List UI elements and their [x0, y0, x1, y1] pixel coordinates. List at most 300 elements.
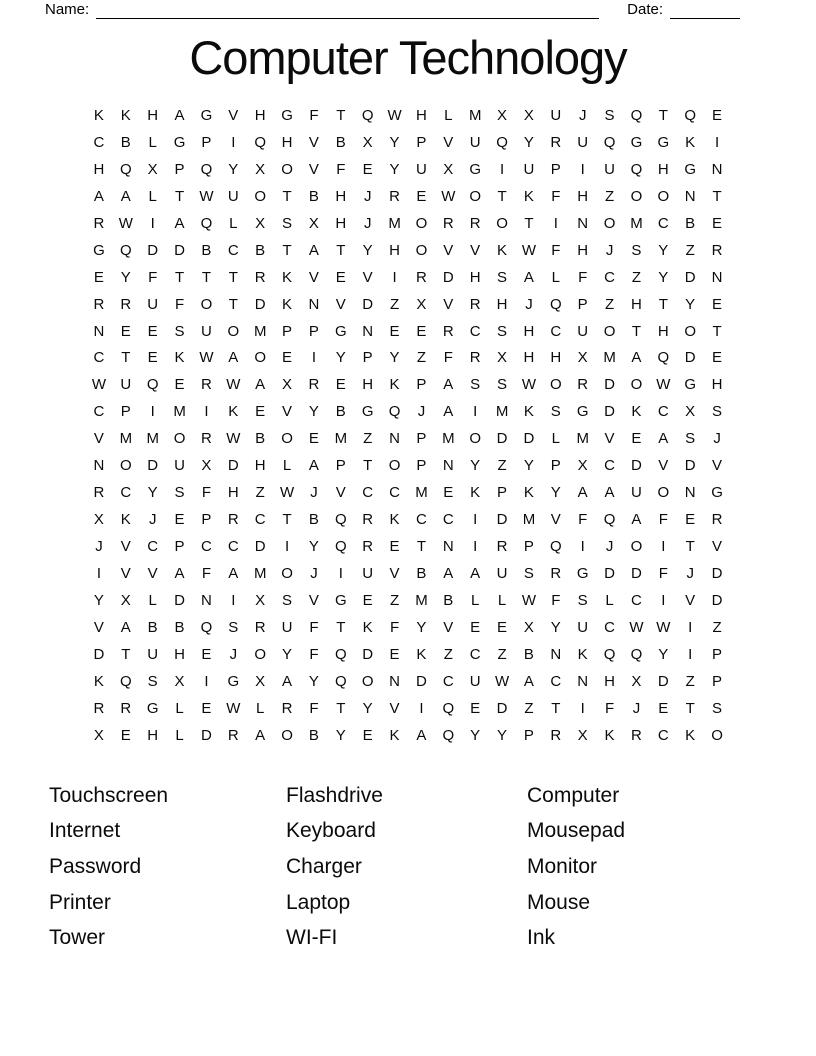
grid-letter: P — [201, 133, 212, 151]
grid-letter: O — [200, 295, 213, 313]
grid-letter: Y — [523, 457, 534, 475]
grid-letter: I — [580, 699, 585, 717]
grid-letter: Q — [684, 107, 697, 124]
grid-letter: T — [174, 187, 185, 205]
grid-letter: J — [148, 511, 157, 529]
grid-row — [86, 238, 731, 265]
grid-letter: A — [282, 672, 293, 690]
grid-letter: V — [443, 241, 454, 259]
grid-letter: Z — [389, 591, 400, 609]
grid-letter: I — [473, 511, 478, 529]
word-list-item: Charger — [286, 854, 362, 878]
grid-letter: N — [684, 484, 696, 502]
grid-letter: H — [227, 484, 239, 502]
grid-letter: K — [685, 133, 696, 151]
grid-row — [86, 426, 731, 453]
grid-row — [86, 669, 731, 696]
grid-letter: G — [684, 160, 697, 178]
grid-letter: H — [147, 726, 159, 744]
grid-letter: O — [657, 187, 670, 205]
grid-letter: X — [685, 403, 696, 421]
word-list-item: Printer — [49, 890, 111, 914]
grid-letter: C — [442, 672, 454, 690]
grid-letter: A — [228, 349, 239, 367]
grid-letter: J — [310, 564, 318, 582]
grid-letter: V — [308, 133, 319, 151]
grid-letter: L — [551, 268, 560, 286]
sheet-header — [0, 0, 816, 19]
grid-letter: Q — [549, 538, 562, 555]
grid-letter: I — [661, 591, 666, 609]
grid-letter: D — [496, 430, 508, 448]
grid-letter: V — [712, 457, 723, 475]
grid-letter: W — [387, 107, 402, 124]
grid-row — [86, 588, 731, 615]
grid-letter: Q — [334, 672, 347, 690]
grid-letter: N — [308, 295, 320, 313]
grid-letter: W — [91, 376, 107, 394]
grid-letter: L — [497, 591, 507, 609]
grid-letter: U — [120, 376, 132, 394]
grid-letter: V — [443, 133, 454, 151]
grid-letter: J — [605, 241, 614, 259]
grid-letter: X — [147, 160, 158, 178]
grid-letter: O — [657, 484, 670, 502]
grid-letter: H — [362, 376, 374, 394]
grid-letter: U — [469, 133, 481, 151]
grid-letter: O — [254, 187, 267, 205]
grid-letter: C — [389, 484, 400, 502]
grid-letter: E — [712, 295, 723, 313]
grid-row — [86, 399, 731, 426]
grid-letter: P — [335, 457, 346, 475]
grid-letter: A — [631, 349, 642, 367]
grid-letter: D — [362, 645, 374, 663]
grid-letter: D — [174, 591, 185, 609]
grid-letter: D — [684, 268, 696, 286]
grid-row — [86, 292, 731, 319]
grid-letter: J — [578, 107, 587, 124]
grid-letter: Y — [658, 268, 669, 286]
grid-letter: D — [604, 376, 615, 394]
grid-letter: W — [226, 430, 241, 448]
grid-row — [86, 561, 731, 588]
grid-letter: R — [254, 268, 266, 286]
grid-letter: W — [494, 672, 510, 690]
grid-letter: I — [580, 538, 585, 555]
grid-letter: K — [93, 107, 104, 124]
grid-letter: K — [93, 672, 104, 690]
grid-letter: R — [201, 430, 212, 448]
grid-letter: Y — [93, 591, 104, 609]
grid-letter: H — [550, 349, 562, 367]
grid-letter: T — [336, 107, 346, 124]
grid-letter: D — [711, 564, 723, 582]
grid-letter: P — [577, 295, 588, 313]
grid-letter: U — [523, 160, 535, 178]
grid-letter: Z — [604, 295, 615, 313]
grid-letter: I — [204, 403, 209, 421]
grid-letter: Q — [603, 645, 616, 663]
grid-letter: U — [577, 133, 589, 151]
grid-letter: K — [497, 241, 508, 259]
grid-letter: Q — [334, 645, 347, 663]
grid-letter: I — [96, 564, 102, 582]
grid-letter: V — [389, 564, 400, 582]
grid-letter: C — [227, 538, 239, 555]
grid-letter: E — [497, 618, 508, 636]
grid-letter: S — [497, 376, 508, 394]
grid-letter: P — [550, 160, 561, 178]
grid-letter: I — [688, 618, 693, 636]
grid-letter: R — [362, 511, 374, 529]
grid-letter: F — [201, 564, 212, 582]
grid-letter: C — [604, 457, 615, 475]
grid-letter: K — [523, 484, 534, 502]
grid-letter: T — [228, 268, 238, 286]
grid-letter: X — [443, 160, 454, 178]
grid-letter: I — [499, 160, 505, 178]
grid-letter: A — [416, 726, 427, 744]
grid-letter: I — [150, 214, 155, 232]
grid-letter: S — [228, 618, 239, 636]
grid-letter: F — [309, 618, 319, 636]
grid-letter: M — [253, 322, 267, 340]
grid-letter: Q — [442, 699, 455, 717]
grid-letter: Q — [603, 133, 616, 151]
grid-letter: E — [416, 322, 427, 340]
grid-letter: V — [228, 107, 239, 124]
grid-letter: N — [93, 457, 105, 475]
grid-letter: U — [201, 322, 212, 340]
grid-letter: U — [496, 564, 508, 582]
grid-letter: A — [174, 107, 185, 124]
grid-letter: X — [255, 214, 266, 232]
grid-letter: M — [603, 349, 616, 367]
grid-letter: I — [473, 403, 478, 421]
grid-letter: R — [416, 268, 427, 286]
grid-letter: B — [201, 241, 212, 259]
grid-letter: B — [308, 726, 319, 744]
grid-letter: Y — [335, 349, 346, 367]
grid-letter: K — [282, 295, 293, 313]
grid-letter: P — [201, 511, 212, 529]
grid-letter: E — [658, 699, 669, 717]
grid-letter: O — [415, 241, 428, 259]
grid-letter: E — [470, 618, 481, 636]
grid-letter: G — [361, 403, 374, 421]
word-list-item: Mousepad — [527, 819, 626, 843]
grid-letter: T — [712, 322, 722, 340]
grid-letter: Q — [657, 349, 670, 367]
grid-row — [86, 615, 731, 642]
grid-letter: L — [175, 699, 184, 717]
grid-letter: H — [711, 376, 723, 394]
grid-letter: V — [658, 457, 669, 475]
grid-letter: C — [550, 322, 562, 340]
grid-letter: R — [469, 295, 481, 313]
grid-row — [86, 480, 731, 507]
grid-letter: E — [335, 376, 346, 394]
grid-letter: F — [578, 268, 588, 286]
grid-letter: Q — [334, 538, 347, 555]
word-list-item: Monitor — [527, 854, 598, 878]
grid-letter: V — [308, 160, 319, 178]
grid-letter: T — [416, 538, 427, 555]
grid-letter: X — [577, 726, 588, 744]
grid-letter: L — [229, 214, 238, 232]
grid-letter: P — [416, 376, 427, 394]
grid-letter: F — [174, 295, 185, 313]
grid-letter: B — [255, 241, 266, 259]
grid-letter: Q — [146, 376, 159, 394]
word-list-item: Ink — [527, 926, 556, 950]
grid-letter: T — [174, 268, 185, 286]
grid-letter: E — [389, 538, 400, 555]
grid-letter: Y — [658, 241, 669, 259]
grid-letter: H — [389, 241, 400, 259]
grid-letter: V — [147, 564, 158, 582]
grid-letter: C — [254, 511, 266, 529]
grid-letter: G — [200, 107, 213, 124]
grid-letter: G — [657, 133, 670, 151]
grid-letter: C — [604, 618, 615, 636]
grid-letter: N — [550, 645, 562, 663]
grid-letter: P — [550, 457, 561, 475]
grid-letter: H — [469, 268, 481, 286]
grid-letter: X — [577, 457, 588, 475]
grid-letter: D — [93, 645, 105, 663]
grid-letter: K — [523, 403, 534, 421]
grid-letter: M — [146, 430, 159, 448]
grid-letter: R — [442, 322, 454, 340]
word-list — [49, 778, 816, 957]
grid-letter: I — [311, 349, 317, 367]
grid-letter: O — [281, 430, 293, 448]
grid-letter: P — [523, 538, 534, 555]
grid-letter: D — [174, 241, 185, 259]
grid-letter: R — [711, 511, 723, 529]
grid-letter: K — [470, 484, 481, 502]
grid-letter: M — [415, 591, 428, 609]
grid-letter: A — [255, 726, 266, 744]
grid-letter: S — [497, 268, 508, 286]
grid-letter: X — [308, 214, 319, 232]
grid-letter: K — [174, 349, 185, 367]
grid-letter: T — [201, 268, 212, 286]
grid-letter: R — [550, 133, 562, 151]
grid-letter: P — [416, 133, 427, 151]
grid-letter: E — [416, 187, 427, 205]
grid-letter: F — [551, 591, 561, 609]
grid-letter: X — [93, 511, 104, 529]
grid-letter: U — [469, 672, 481, 690]
grid-letter: W — [279, 484, 295, 502]
word-list-column — [49, 778, 286, 957]
grid-letter: X — [255, 672, 266, 690]
grid-letter: A — [174, 214, 185, 232]
word-list-item: Laptop — [286, 890, 351, 914]
grid-letter: T — [121, 349, 131, 367]
grid-letter: S — [523, 564, 534, 582]
grid-letter: R — [120, 699, 132, 717]
grid-letter: F — [201, 484, 212, 502]
grid-letter: R — [254, 618, 266, 636]
grid-letter: I — [419, 699, 424, 717]
grid-letter: R — [550, 564, 562, 582]
grid-letter: W — [118, 214, 133, 232]
grid-letter: J — [363, 214, 372, 232]
grid-letter: G — [576, 564, 589, 582]
grid-letter: F — [658, 511, 668, 529]
grid-letter: S — [685, 430, 696, 448]
grid-letter: E — [389, 322, 400, 340]
grid-letter: E — [308, 430, 319, 448]
grid-letter: R — [308, 376, 320, 394]
grid-letter: C — [120, 484, 132, 502]
grid-letter: T — [121, 645, 131, 663]
grid-letter: H — [174, 645, 185, 663]
grid-letter: S — [712, 699, 723, 717]
grid-letter: F — [658, 564, 668, 582]
name-blank-line — [96, 2, 599, 19]
grid-letter: A — [174, 564, 185, 582]
grid-letter: P — [282, 322, 293, 340]
grid-letter: M — [388, 214, 401, 232]
grid-row — [86, 157, 731, 184]
grid-letter: S — [497, 322, 508, 340]
grid-letter: Q — [496, 133, 508, 151]
word-list-item: Flashdrive — [286, 783, 383, 807]
grid-letter: E — [201, 645, 212, 663]
grid-letter: S — [147, 672, 158, 690]
grid-letter: X — [577, 349, 588, 367]
grid-letter: T — [282, 511, 292, 529]
grid-letter: E — [362, 160, 373, 178]
grid-letter: U — [631, 484, 642, 502]
grid-letter: I — [284, 538, 290, 555]
grid-letter: Z — [389, 295, 400, 313]
grid-letter: Z — [604, 187, 615, 205]
grid-letter: L — [148, 133, 157, 151]
grid-letter: Y — [497, 726, 508, 744]
grid-letter: V — [604, 430, 615, 448]
grid-letter: Z — [685, 672, 695, 690]
grid-letter: O — [630, 376, 643, 394]
grid-letter: X — [362, 133, 373, 151]
grid-letter: E — [362, 726, 373, 744]
grid-letter: C — [469, 322, 481, 340]
grid-letter: P — [308, 322, 319, 340]
grid-letter: H — [523, 322, 535, 340]
grid-letter: D — [604, 564, 615, 582]
grid-letter: D — [147, 457, 159, 475]
grid-letter: E — [685, 511, 696, 529]
grid-letter: U — [147, 645, 159, 663]
grid-letter: Q — [200, 214, 213, 232]
grid-letter: C — [657, 726, 669, 744]
grid-letter: J — [95, 538, 103, 555]
grid-letter: E — [362, 591, 373, 609]
grid-letter: V — [443, 295, 454, 313]
grid-letter: Z — [497, 457, 507, 475]
grid-letter: A — [255, 376, 266, 394]
grid-letter: Z — [497, 645, 507, 663]
grid-letter: H — [254, 457, 266, 475]
grid-letter: E — [255, 403, 266, 421]
grid-letter: T — [336, 618, 346, 636]
grid-letter: A — [523, 268, 534, 286]
grid-letter: A — [308, 457, 319, 475]
grid-letter: U — [577, 322, 589, 340]
grid-letter: T — [658, 107, 668, 124]
grid-letter: M — [576, 430, 589, 448]
grid-letter: R — [281, 699, 293, 717]
grid-row — [86, 507, 731, 534]
word-list-item: Computer — [527, 783, 620, 807]
grid-letter: V — [120, 564, 131, 582]
grid-letter: K — [523, 187, 534, 205]
grid-letter: M — [442, 430, 455, 448]
grid-letter: B — [120, 133, 131, 151]
grid-letter: U — [577, 618, 589, 636]
grid-letter: B — [147, 618, 158, 636]
grid-letter: F — [309, 107, 319, 124]
grid-letter: W — [441, 187, 456, 205]
grid-letter: G — [93, 241, 105, 259]
grid-letter: S — [174, 322, 185, 340]
grid-letter: A — [658, 430, 669, 448]
page-title: Computer Technology — [189, 31, 627, 84]
grid-letter: X — [631, 672, 642, 690]
grid-letter: R — [201, 376, 212, 394]
grid-letter: C — [416, 511, 427, 529]
grid-letter: L — [148, 591, 157, 609]
grid-letter: L — [551, 430, 560, 448]
grid-letter: I — [338, 564, 343, 582]
grid-letter: P — [174, 538, 185, 555]
grid-letter: M — [468, 107, 482, 124]
grid-letter: I — [231, 133, 236, 151]
grid-letter: V — [389, 699, 400, 717]
grid-letter: T — [336, 241, 346, 259]
grid-letter: O — [173, 430, 186, 448]
grid-letter: N — [711, 268, 723, 286]
grid-letter: O — [119, 457, 132, 475]
grid-letter: W — [629, 618, 644, 636]
grid-letter: Y — [362, 699, 373, 717]
grid-letter: O — [603, 214, 616, 232]
grid-letter: A — [631, 511, 642, 529]
grid-letter: O — [630, 538, 643, 555]
grid-letter: T — [336, 699, 346, 717]
grid-letter: H — [523, 349, 535, 367]
grid-letter: F — [604, 699, 615, 717]
grid-letter: Z — [443, 645, 453, 663]
grid-letter: E — [712, 107, 723, 124]
grid-letter: R — [469, 214, 481, 232]
grid-letter: D — [684, 349, 696, 367]
grid-letter: E — [335, 268, 346, 286]
word-list-item: Password — [49, 854, 142, 878]
grid-letter: G — [334, 322, 347, 340]
grid-letter: R — [389, 187, 400, 205]
grid-letter: Y — [120, 268, 131, 286]
grid-letter: S — [470, 376, 481, 394]
grid-letter: S — [282, 214, 293, 232]
word-list-column — [286, 778, 527, 957]
word-list-column — [527, 778, 625, 957]
